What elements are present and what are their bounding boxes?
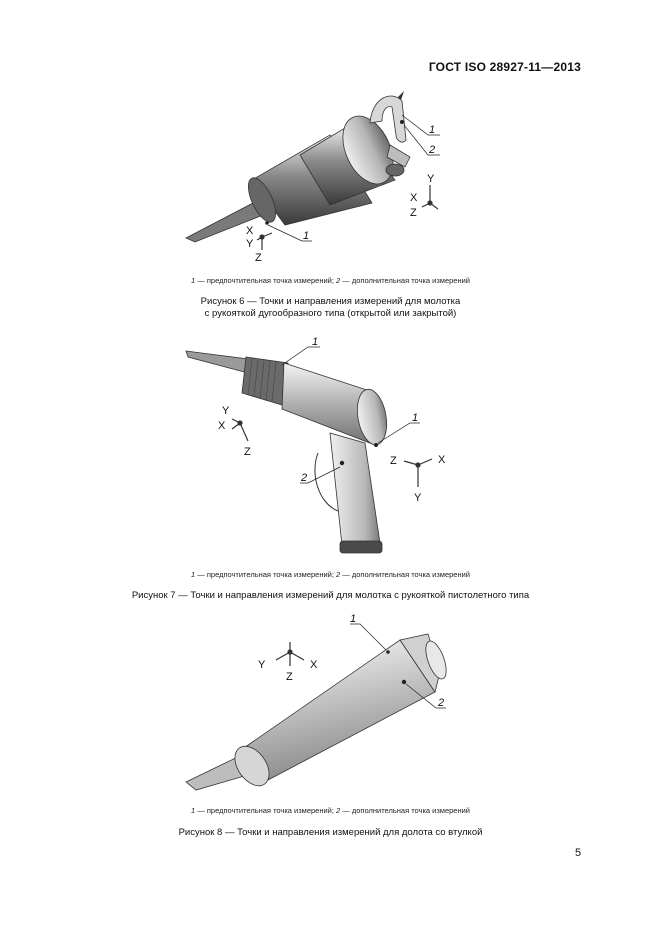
figure-7-legend: 1 — предпочтительная точка измерений; 2 — дополнительная точка измерений <box>191 570 470 579</box>
label-1-bottom: 1 <box>303 230 310 242</box>
figure-6-illustration <box>0 85 661 265</box>
label-2-grip: 2 <box>301 472 308 484</box>
axis-label-y: Y <box>414 492 422 504</box>
figure-6-caption: Рисунок 6 — Точки и направления измерений для молотка с рукояткой дугообразного типа (открытой или закрытой) <box>200 296 461 319</box>
axis-label-y: Y <box>246 238 254 250</box>
label-1-barrel: 1 <box>312 336 319 348</box>
label-1: 1 <box>350 613 357 625</box>
arc-hammer-drawing <box>186 91 410 242</box>
label-1-top: 1 <box>429 124 436 136</box>
axis-label-x: X <box>218 420 226 432</box>
label-1-body: 1 <box>412 412 419 424</box>
axis-label-x: X <box>246 225 254 237</box>
figure-8-caption: Рисунок 8 — Точки и направления измерений для долота со втулкой <box>178 827 483 838</box>
axis-label-x: X <box>438 454 446 466</box>
axis-label-z: Z <box>410 207 417 219</box>
axes-triad <box>276 642 304 666</box>
axis-label-z: Z <box>390 455 397 467</box>
axes-triad-right <box>422 185 438 209</box>
document-id: ГОСТ ISO 28927-11—2013 <box>428 60 581 74</box>
axes-triad-left <box>257 233 272 250</box>
pistol-hammer-drawing <box>186 351 391 553</box>
axis-label-y: Y <box>427 173 435 185</box>
chisel-bushing-drawing <box>186 634 450 792</box>
axis-label-y: Y <box>258 659 266 671</box>
figure-7-illustration <box>0 333 661 563</box>
page-number: 5 <box>575 847 582 859</box>
axis-label-y: Y <box>222 405 230 417</box>
axis-label-x: X <box>310 659 318 671</box>
figure-8-illustration <box>0 612 661 797</box>
axis-label-z: Z <box>244 446 251 458</box>
figure-8-legend: 1 — предпочтительная точка измерений; 2 — дополнительная точка измерений <box>191 806 470 815</box>
figure-6-legend: 1 — предпочтительная точка измерений; 2 — дополнительная точка измерений <box>191 276 470 285</box>
label-2-top: 2 <box>429 144 436 156</box>
figure-7-caption: Рисунок 7 — Точки и направления измерений для молотка с рукояткой пистолетного типа <box>131 590 530 601</box>
axes-triad-left <box>232 419 248 441</box>
axis-label-z: Z <box>286 671 293 683</box>
label-2: 2 <box>438 697 445 709</box>
axis-label-x: X <box>410 192 418 204</box>
axes-triad-right <box>404 459 432 487</box>
axis-label-z: Z <box>255 252 262 264</box>
